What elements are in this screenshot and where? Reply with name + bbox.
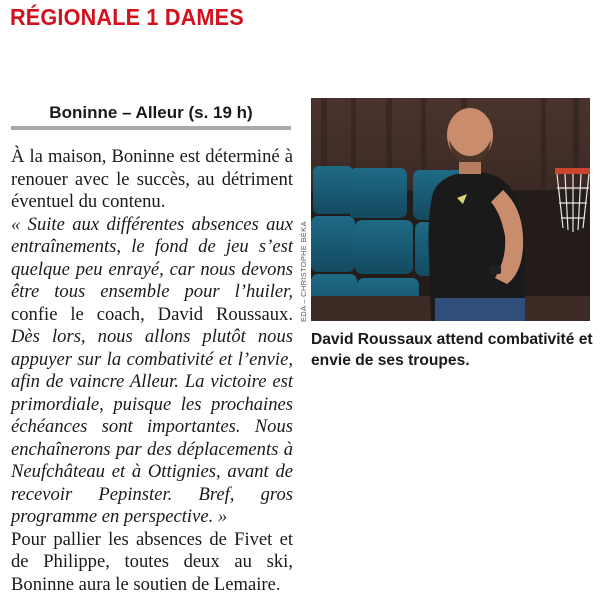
photo-caption: David Roussaux attend combativité et envie de ses troupes. — [311, 331, 593, 369]
coach-quote-part2: Dès lors, nous allons plutôt nous appuyer sur la combativité et l’envie, afin de vaincre Alleur. La victoire est primordiale, puisque les prochaines échéances sont importantes. Nous enchaînerons par des déplacements à Neufchâteau et à Ottignies, avant de recevoir Pepinster. Bref, gros programme en perspective. » — [11, 326, 293, 527]
photo-credit: EDA – CHRISTOPHE BÉKA — [299, 221, 308, 322]
coach-quote-part1: « Suite aux différentes absences aux entraînements, le fond de jeu s’est quelque peu enrayé, car nous devons être tous ensemble pour l’huiler, — [11, 213, 293, 302]
article-intro: À la maison, Boninne est déterminé à renouer avec le succès, au détriment éventuel du contenu. — [11, 146, 293, 212]
article-closing: Pour pallier les absences de Fivet et de Philippe, toutes deux au ski, Boninne aura le soutien de Lemaire. — [11, 528, 293, 595]
section-title: RÉGIONALE 1 DAMES — [10, 4, 244, 30]
quote-attribution: confie le coach, David Roussaux. — [11, 303, 293, 325]
coach-photo — [311, 98, 590, 321]
match-header: Boninne – Alleur (s. 19 h) — [49, 103, 253, 122]
header-divider — [11, 126, 291, 130]
article-body — [11, 146, 293, 596]
